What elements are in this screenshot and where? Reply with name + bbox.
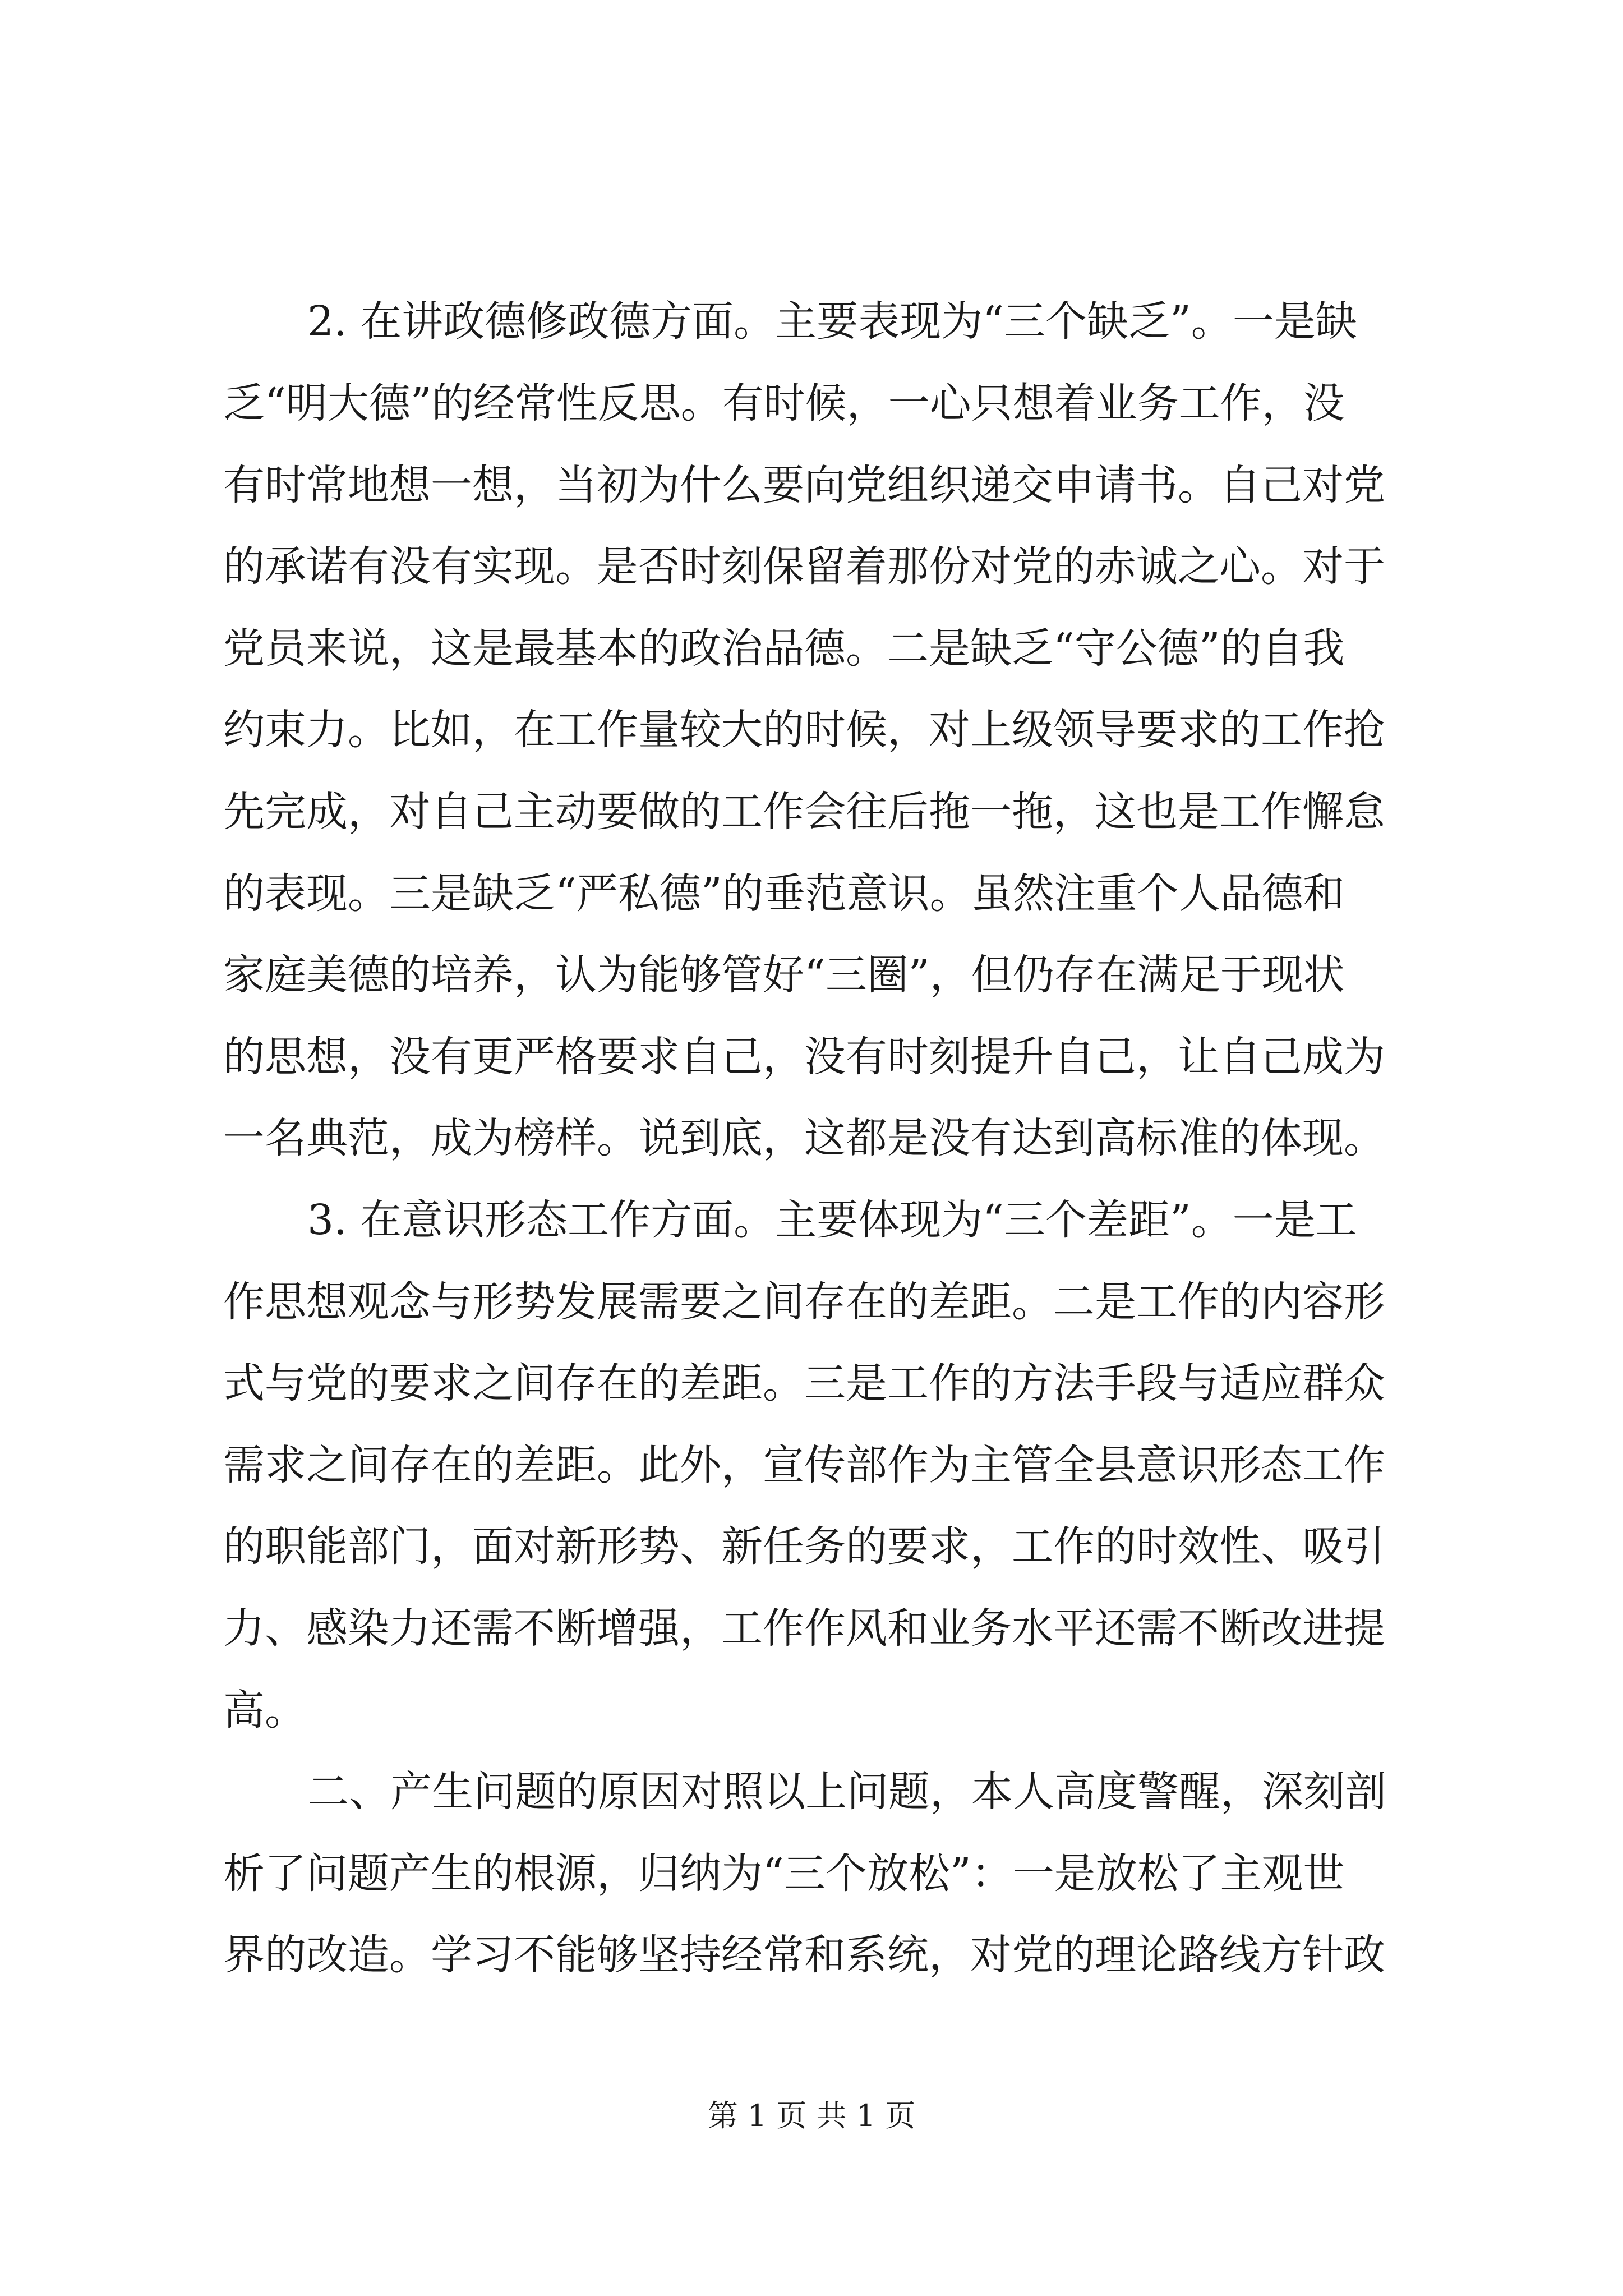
paragraph-line: 作思想观念与形势发展需要之间存在的差距。二是工作的内容形 (223, 1278, 1385, 1326)
paragraph-line: 力、感染力还需不断增强，工作作风和业务水平还需不断改进提 (223, 1604, 1385, 1653)
paragraph-line: 界的改造。学习不能够坚持经常和系统，对党的理论路线方针政 (223, 1931, 1385, 1979)
paragraph-line: 一名典范，成为榜样。说到底，这都是没有达到高标准的体现。 (223, 1114, 1385, 1162)
paragraph-line: 高。 (223, 1686, 306, 1734)
paragraph-line: 先完成，对自己主动要做的工作会往后拖一拖，这也是工作懈怠 (223, 788, 1385, 836)
paragraph-line: 的职能部门，面对新形势、新任务的要求，工作的时效性、吸引 (223, 1522, 1385, 1571)
paragraph-line: 乏“明大德”的经常性反思。有时候，一心只想着业务工作，没 (223, 379, 1345, 427)
paragraph-line: 家庭美德的培养，认为能够管好“三圈”，但仍存在满足于现状 (223, 951, 1345, 999)
paragraph-line: 的表现。三是缺乏“严私德”的垂范意识。虽然注重个人品德和 (223, 869, 1345, 918)
paragraph-line: 析了问题产生的根源，归纳为“三个放松”：一是放松了主观世 (223, 1849, 1345, 1898)
paragraph-line: 2. 在讲政德修政德方面。主要表现为“三个缺乏”。一是缺 (307, 297, 1357, 346)
paragraph-line: 需求之间存在的差距。此外，宣传部作为主管全县意识形态工作 (223, 1441, 1385, 1489)
paragraph-line: 3. 在意识形态工作方面。主要体现为“三个差距”。一是工 (307, 1196, 1357, 1244)
paragraph-line: 式与党的要求之间存在的差距。三是工作的方法手段与适应群众 (223, 1359, 1385, 1407)
paragraph-line: 约束力。比如，在工作量较大的时候，对上级领导要求的工作抢 (223, 706, 1385, 754)
page-number-footer: 第 1 页 共 1 页 (707, 2098, 916, 2133)
paragraph-line: 的承诺有没有实现。是否时刻保留着那份对党的赤诚之心。对于 (223, 542, 1385, 591)
paragraph-line: 二、产生问题的原因对照以上问题，本人高度警醒，深刻剖 (307, 1768, 1386, 1816)
paragraph-line: 的思想，没有更严格要求自己，没有时刻提升自己，让自己成为 (223, 1033, 1385, 1081)
paragraph-line: 党员来说，这是最基本的政治品德。二是缺乏“守公德”的自我 (223, 624, 1345, 673)
paragraph-line: 有时常地想一想，当初为什么要向党组织递交申请书。自己对党 (223, 461, 1385, 509)
